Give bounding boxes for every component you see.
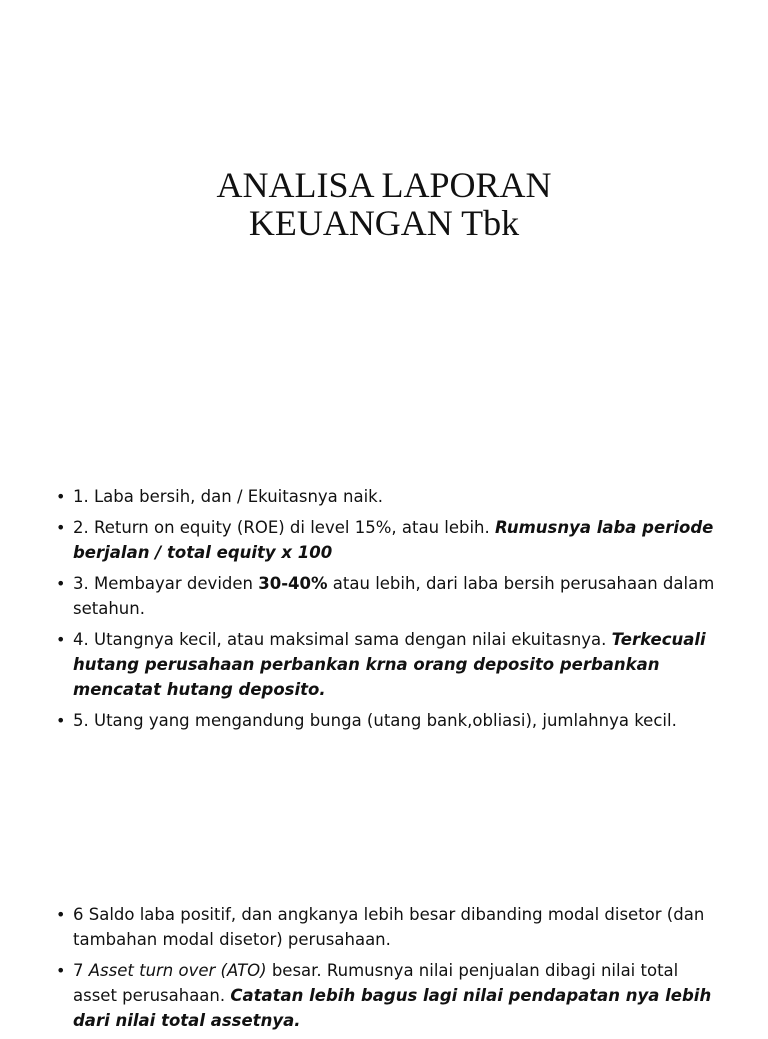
list-item (56, 708, 716, 733)
revenue-note: Catatan lebih bagus lagi nilai pendapatan nya lebih dari nilai total assetnya. (73, 986, 712, 1030)
bullet-icon: • (56, 574, 66, 593)
list-item (56, 902, 716, 952)
list-item (56, 515, 716, 565)
bullet-icon: • (56, 905, 66, 924)
item-text: 3. Membayar deviden (73, 574, 259, 593)
list-item (56, 958, 716, 1033)
bullet-icon: • (56, 961, 66, 980)
item-text: 2. Return on equity (ROE) di level 15%, atau lebih. (73, 518, 496, 537)
item-text: 4. Utangnya kecil, atau maksimal sama dengan nilai ekuitasnya. (73, 630, 612, 649)
criteria-list-1 (56, 484, 716, 739)
bank-exception-note: Terkecuali hutang perusahaan perbankan krna orang deposito perbankan mencatat hutang deposito. (73, 630, 706, 699)
item-text: 1. Laba bersih, dan / Ekuitasnya naik. (73, 487, 383, 506)
ato-term: Asset turn over (ATO) (88, 961, 267, 980)
list-item (56, 627, 716, 702)
list-item (56, 484, 716, 509)
title-line-1: ANALISA LAPORAN (216, 165, 552, 205)
page-title (0, 166, 768, 242)
item-text: atau lebih, dari laba bersih perusahaan dalam setahun. (73, 574, 715, 618)
roe-formula: Rumusnya laba periode berjalan / total equity x 100 (73, 518, 714, 562)
list-item (56, 571, 716, 621)
bullet-icon: • (56, 518, 66, 537)
dividend-percentage: 30-40% (258, 574, 328, 593)
item-number: 7 (73, 961, 89, 980)
bullet-icon: • (56, 711, 66, 730)
item-text: 6 Saldo laba positif, dan angkanya lebih besar dibanding modal disetor (dan tambahan modal disetor) perusahaan. (73, 905, 705, 949)
item-text: 5. Utang yang mengandung bunga (utang bank,obliasi), jumlahnya kecil. (73, 711, 677, 730)
bullet-icon: • (56, 630, 66, 649)
title-line-2: KEUANGAN Tbk (248, 203, 520, 243)
item-text: besar. Rumusnya nilai penjualan dibagi nilai total asset perusahaan. (73, 961, 679, 1005)
bullet-icon: • (56, 487, 66, 506)
criteria-list-2 (56, 902, 716, 1039)
